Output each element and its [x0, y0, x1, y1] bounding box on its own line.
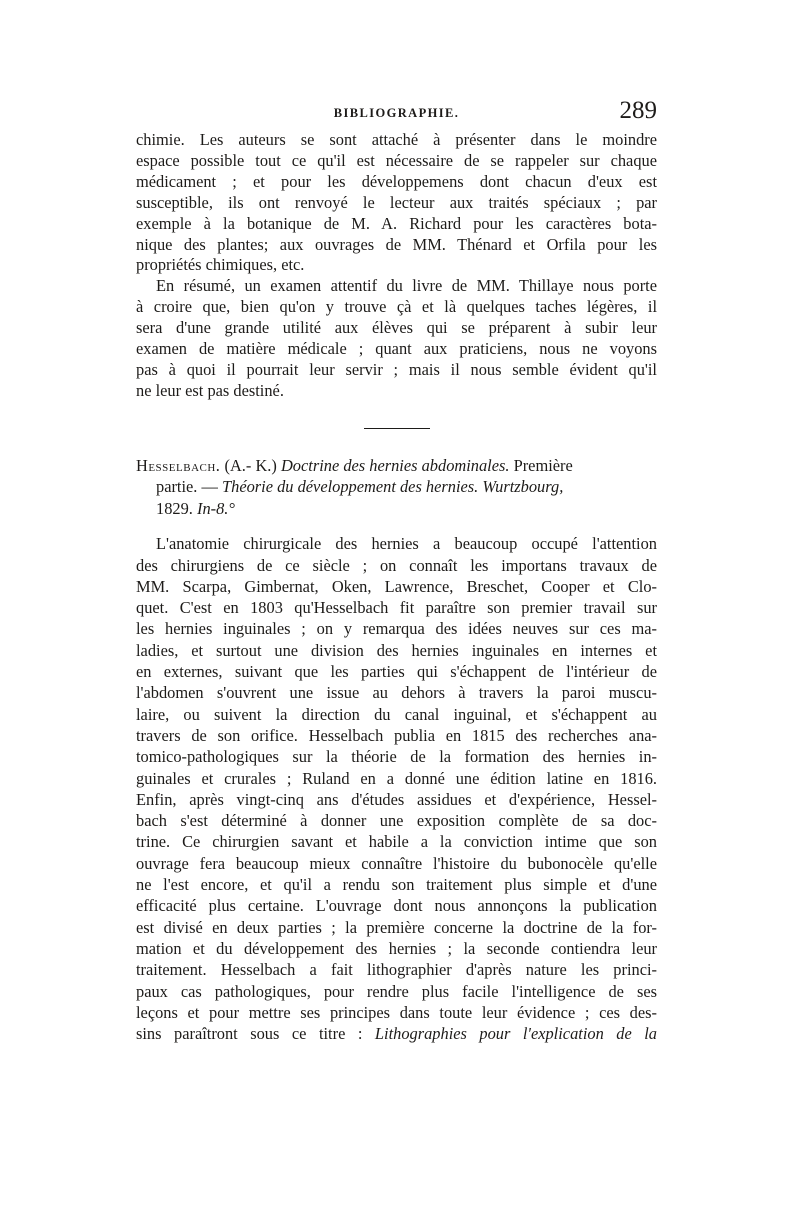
entry-line: [136, 455, 657, 477]
text-line: trine. Ce chirurgien savant et habile a la conviction intime que son: [136, 832, 657, 852]
running-title: BIBLIOGRAPHIE.: [333, 106, 460, 120]
book-page: [136, 96, 657, 1044]
bibliographic-entry: [136, 455, 657, 520]
text-line: guinales et crurales ; Ruland en a donné une édition latine en 1816.: [136, 768, 657, 788]
entry-line: [136, 476, 657, 498]
last-line-text: sins paraîtront sous ce titre :: [136, 1024, 363, 1044]
section-divider: [364, 428, 430, 429]
text-line: à croire que, bien qu'on y trouve çà et là quelques taches légères, il: [136, 297, 657, 317]
text-line: leçons et pour mettre ses principes dans toute leur évidence ; ces des-: [136, 1002, 657, 1022]
text-line: des chirurgiens de ce siècle ; on connaît les importans travaux de: [136, 555, 657, 575]
text-line: susceptible, ils ont renvoyé le lecteur aux traités spéciaux ; par: [136, 192, 657, 212]
text-line: propriétés chimiques, etc.: [136, 255, 305, 275]
text-line: examen de matière médicale ; quant aux praticiens, nous ne voyons: [136, 339, 657, 359]
text-line: sera d'une grande utilité aux élèves qui se préparent à subir leur: [136, 318, 657, 338]
text-line: efficacité plus certaine. L'ouvrage dont nous annonçons la publication: [136, 896, 657, 916]
text-line: ne leur est pas destiné.: [136, 380, 284, 400]
paragraph-summary: [136, 276, 657, 401]
entry-part: partie. —: [156, 477, 218, 497]
page-number: 289: [619, 97, 657, 124]
text-line: espace possible tout ce qu'il est nécessaire de se rappeler sur chaque: [136, 150, 657, 170]
text-line: médicament ; et pour les développemens dont chacun d'eux est: [136, 171, 657, 191]
text-line: travers de son orifice. Hesselbach publia en 1815 des recherches ana-: [136, 725, 657, 745]
text-line: mation et du développement des hernies ; la seconde contiendra leur: [136, 938, 657, 958]
text-line: tomico-pathologiques sur la théorie de la formation des hernies in-: [136, 747, 657, 767]
text-line: [136, 1023, 657, 1044]
text-line: ne l'est encore, et qu'il a rendu son traitement plus simple et d'une: [136, 875, 657, 895]
entry-line: [136, 498, 657, 520]
text-line: ouvrage fera beaucoup mieux connaître l'histoire du bubonocèle qu'elle: [136, 853, 657, 873]
entry-title: Doctrine des hernies abdominales.: [280, 455, 510, 475]
text-line: chimie. Les auteurs se sont attaché à présenter dans le moindre: [136, 130, 657, 149]
text-line: laire, ou suivent la direction du canal inguinal, et s'échappent au: [136, 704, 657, 724]
text-line: pas à quoi il pourrait leur servir ; mais il nous semble évident qu'il: [136, 359, 657, 379]
text-line: ladies, et surtout une division des hernies inguinales en internes et: [136, 640, 657, 660]
text-line: Enfin, après vingt-cinq ans d'études assidues et d'expérience, Hessel-: [136, 789, 657, 809]
last-line-italic: Lithographies pour l'explication de la: [374, 1024, 657, 1044]
entry-year: 1829.: [156, 498, 193, 518]
entry-part: Première: [513, 455, 573, 475]
text-line: En résumé, un examen attentif du livre de MM. Thillaye nous porte: [156, 276, 657, 296]
text-line: paux cas pathologiques, pour rendre plus facile l'intelligence de ses: [136, 981, 657, 1001]
text-line: nique des plantes; aux ouvrages de MM. Thénard et Orfila pour les: [136, 234, 657, 254]
text-line: bach s'est déterminé à donner une exposition complète de sa doc-: [136, 811, 657, 831]
review-paragraph: [136, 533, 657, 1044]
text-line: traitement. Hesselbach a fait lithographier d'après nature les princi-: [136, 960, 657, 980]
entry-initials: (A.- K.): [224, 455, 277, 475]
text-line: l'abdomen s'ouvrent une issue au dehors à travers la paroi muscu-: [136, 683, 657, 703]
text-line: est divisé en deux parties ; la première concerne la doctrine de la for-: [136, 917, 657, 937]
page-header: [136, 96, 657, 130]
entry-subtitle: Théorie du développement des hernies.: [222, 477, 479, 497]
text-line: exemple à la botanique de M. A. Richard pour les caractères bota-: [136, 213, 657, 233]
text-line: les hernies inguinales ; on y remarqua des idées neuves sur ces ma-: [136, 619, 657, 639]
text-line: MM. Scarpa, Gimbernat, Oken, Lawrence, Breschet, Cooper et Clo-: [136, 576, 657, 596]
text-line: quet. C'est en 1803 qu'Hesselbach fit paraître son premier travail sur: [136, 598, 657, 618]
entry-author: Hesselbach.: [136, 455, 221, 475]
paragraph-continuation: [136, 130, 657, 276]
entry-place: Wurtzbourg,: [482, 477, 564, 497]
text-line: L'anatomie chirurgicale des hernies a beaucoup occupé l'attention: [156, 534, 657, 554]
text-line: en externes, suivant que les parties qui s'échappent de l'intérieur de: [136, 662, 657, 682]
entry-format: In-8.°: [197, 498, 235, 518]
